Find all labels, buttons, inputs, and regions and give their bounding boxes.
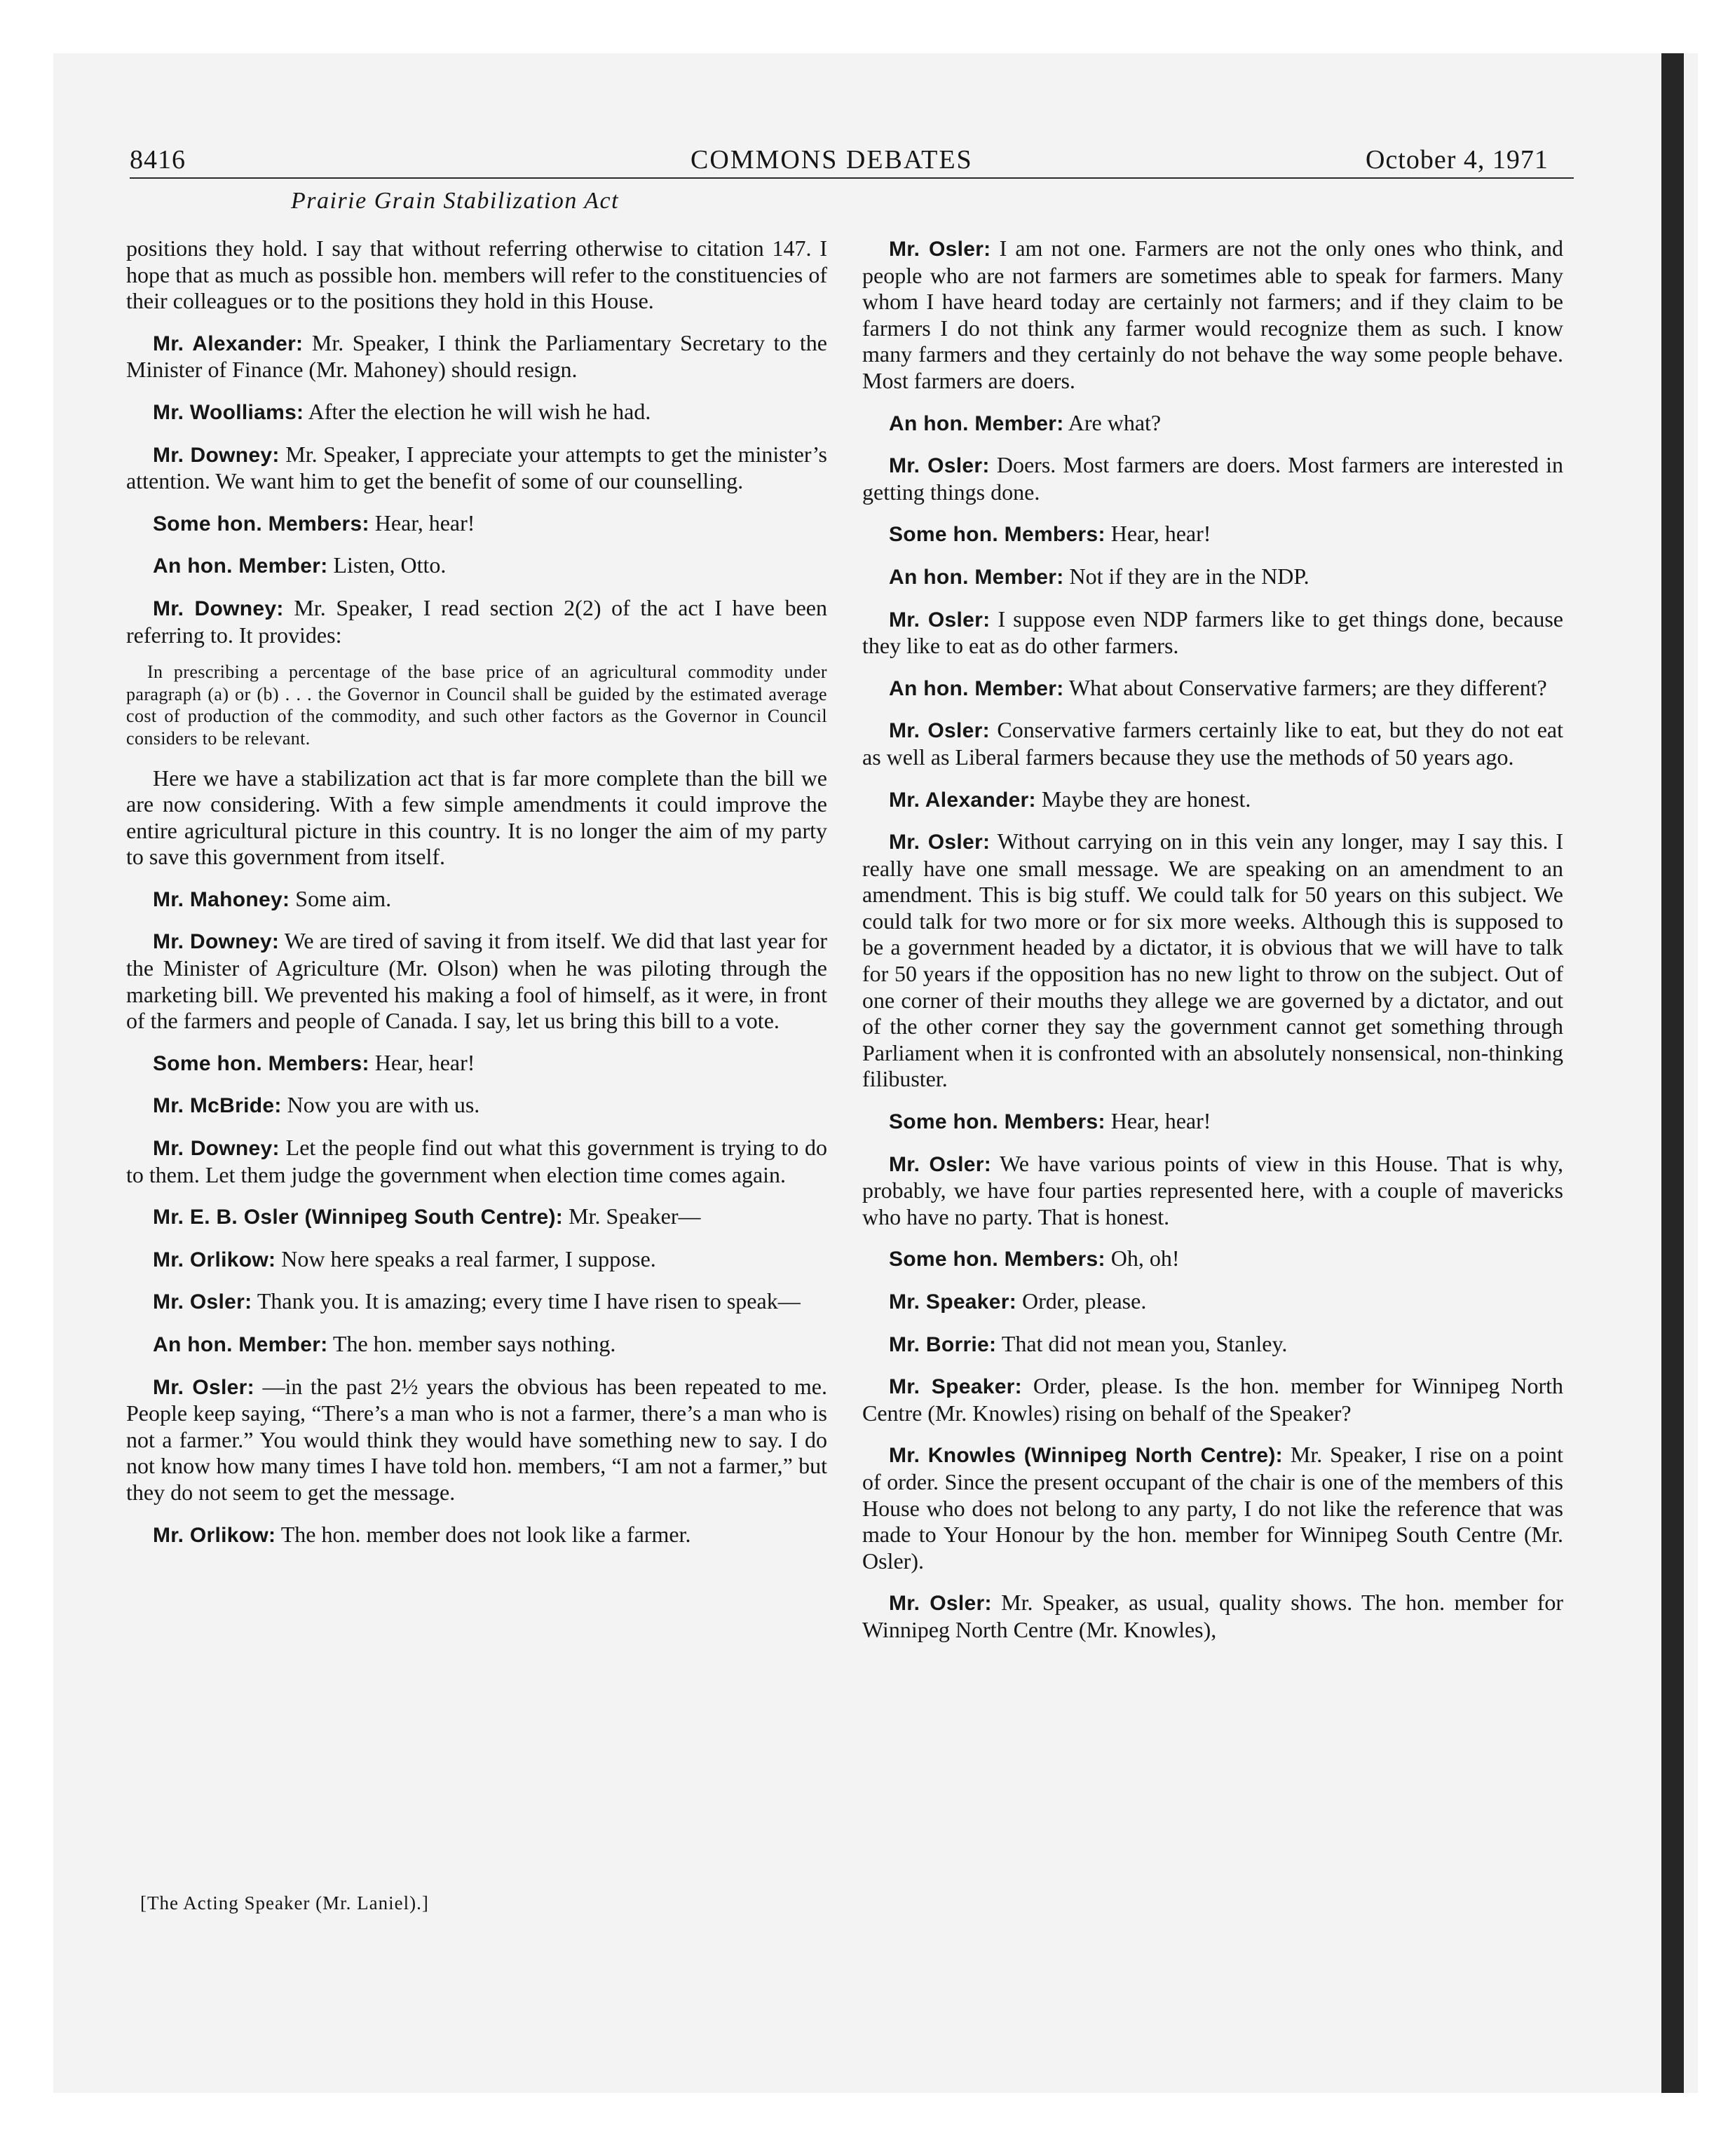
speech-paragraph	[862, 786, 1563, 814]
speaker-name: Mr. Speaker:	[889, 1290, 1017, 1314]
running-subtitle: Prairie Grain Stabilization Act	[291, 188, 620, 214]
speech-paragraph	[862, 452, 1563, 505]
speaker-name: An hon. Member:	[153, 554, 328, 578]
speaker-name: Mr. Borrie:	[889, 1332, 997, 1356]
speech-paragraph	[126, 595, 827, 648]
speech-paragraph	[862, 564, 1563, 591]
speech-paragraph	[126, 1522, 827, 1549]
speaker-name: Mr. Orlikow:	[153, 1248, 276, 1271]
speaker-name: Mr. Alexander:	[889, 788, 1036, 812]
speaker-name: Mr. Downey:	[153, 596, 284, 620]
speaker-name: Mr. Woolliams:	[153, 400, 304, 424]
speech-text: Mr. Speaker, I read section 2(2) of the act I have been referring to. It provides:	[126, 594, 828, 648]
speech-paragraph	[126, 330, 827, 383]
speaker-name: Mr. E. B. Osler (Winnipeg South Centre):	[153, 1206, 564, 1229]
speaker-name: Some hon. Members:	[889, 1248, 1105, 1271]
speaker-name: Mr. Orlikow:	[153, 1523, 276, 1547]
speech-text: Mr. Speaker, I appreciate your attempts to get the minister’s attention. We want him to get the benefit of some of our counselling.	[126, 441, 828, 494]
speech-paragraph	[862, 675, 1563, 702]
speech-paragraph	[126, 1050, 827, 1077]
speech-text: Without carrying on in this vein any longer, may I say this. I really have one small message. We are speaking on an amendment to an amendment. This is big stuff. We could talk for 50 years on this subject. We could talk for two more or for six more weeks. Although this is supposed to be a government headed by a dictator, it is obvious that we will have to talk for 50 years if the opposition has no new light to throw on the subject. Out of one corner of their mouths they allege we are governed by a dictator, and out of the other corner they say the government cannot get something through Parliament when it is confronted with an absolutely nonsensical, non-thinking filibuster.	[862, 828, 1564, 1092]
speaker-name: Mr. Osler:	[889, 454, 990, 478]
speech-text: Hear, hear!	[374, 510, 475, 535]
right-column	[862, 236, 1563, 1659]
speech-paragraph	[862, 828, 1563, 1093]
speaker-name: Mr. Osler:	[889, 831, 991, 854]
speaker-name: Mr. Osler:	[153, 1375, 254, 1399]
page-number: 8416	[130, 145, 186, 175]
speech-text: I suppose even NDP farmers like to get things done, because they like to eat as do other farmers.	[862, 606, 1564, 659]
speech-text: Listen, Otto.	[333, 552, 447, 578]
speaker-name: An hon. Member:	[889, 676, 1064, 700]
speech-text: Mr. Speaker, I think the Parliamentary Secretary to the Minister of Finance (Mr. Mahoney) should resign.	[126, 329, 827, 383]
speech-text: Maybe they are honest.	[1041, 786, 1251, 812]
speech-text: After the election he will wish he had.	[308, 398, 651, 424]
speech-paragraph	[862, 1442, 1563, 1574]
speech-text: We have various points of view in this House. That is why, probably, we have four parties represented here, with a couple of mavericks who have no party. That is honest.	[862, 1150, 1564, 1229]
speech-text: Here we have a stabilization act that is far more complete than the bill we are now considering. With a few simple amendments it could improve the entire agricultural picture in this country. It is no longer the aim of my party to save this government from itself.	[126, 765, 827, 870]
speech-paragraph	[126, 1331, 827, 1358]
block-quote	[126, 661, 827, 749]
speaker-name: Mr. Osler:	[889, 1152, 992, 1176]
speech-paragraph	[126, 510, 827, 538]
speaker-name: An hon. Member:	[889, 411, 1064, 435]
speech-text: The hon. member does not look like a farmer.	[280, 1521, 691, 1547]
speaker-name: Mr. Alexander:	[153, 332, 304, 355]
left-column	[126, 236, 827, 1564]
speaker-name: Mr. Osler:	[889, 719, 990, 743]
speech-paragraph	[126, 552, 827, 580]
speaker-name: Mr. Speaker:	[889, 1375, 1022, 1399]
footer-note: [The Acting Speaker (Mr. Laniel).]	[140, 1892, 429, 1913]
speech-text: Hear, hear!	[1110, 1108, 1211, 1134]
speech-text: —in the past 2½ years the obvious has been repeated to me. People keep saying, “There’s a man who is not a farmer, there’s a man who is not a farmer.” You would think they would have something new to say. I do not know how many times I have told hon. members, “I am not a farmer,” but they do not seem to get the message.	[126, 1373, 828, 1505]
speech-text: Mr. Speaker, I rise on a point of order. Since the present occupant of the chair is one of the members of this House who does not belong to any party, I do not like the reference that was made to Your Honour by the hon. member for Winnipeg South Centre (Mr. Osler).	[862, 1442, 1564, 1574]
speech-text: The hon. member says nothing.	[332, 1331, 616, 1356]
speech-paragraph	[862, 1331, 1563, 1358]
header-rule	[130, 177, 1574, 179]
speech-text: We are tired of saving it from itself. We did that last year for the Minister of Agriculture (Mr. Olson) when he was piloting through the marketing bill. We prevented his making a fool of himself, as it were, in front of the farmers and people of Canada. I say, let us bring this bill to a vote.	[126, 928, 828, 1034]
issue-date: October 4, 1971	[1366, 145, 1549, 175]
speaker-name: Mr. Mahoney:	[153, 887, 290, 911]
speech-text: Not if they are in the NDP.	[1069, 563, 1309, 589]
speaker-name: Some hon. Members:	[153, 512, 369, 535]
speaker-name: Some hon. Members:	[153, 1051, 369, 1075]
speech-paragraph	[862, 1246, 1563, 1273]
speech-text: Mr. Speaker—	[569, 1203, 701, 1229]
speech-paragraph	[862, 1288, 1563, 1316]
speech-paragraph	[126, 1246, 827, 1274]
speaker-name: Mr. Osler:	[153, 1290, 252, 1314]
speech-text: positions they hold. I say that without referring otherwise to citation 147. I hope that as much as possible hon. members will refer to the constituencies of their colleagues or to the positions they hold in this House.	[126, 236, 827, 314]
speaker-name: An hon. Member:	[889, 565, 1064, 589]
speech-text: Conservative farmers certainly like to eat, but they do not eat as well as Liberal farmers because they use the methods of 50 years ago.	[862, 717, 1564, 770]
speaker-name: An hon. Member:	[153, 1333, 328, 1356]
speaker-name: Mr. Knowles (Winnipeg North Centre):	[889, 1444, 1283, 1468]
speech-text: Hear, hear!	[1110, 521, 1211, 547]
paragraph	[126, 236, 827, 315]
speech-paragraph	[862, 1108, 1563, 1135]
speaker-name: Mr. Osler:	[889, 608, 991, 632]
speech-text: That did not mean you, Stanley.	[1001, 1330, 1288, 1356]
speech-text: Thank you. It is amazing; every time I have risen to speak—	[257, 1288, 801, 1314]
speech-text: Are what?	[1068, 409, 1162, 435]
speech-text: In prescribing a percentage of the base price of an agricultural commodity under paragraph (a) or (b) . . . the Governor in Council shall be guided by the estimated average cost of production of the commodity, and such other factors as the Governor in Council considers to be relevant.	[126, 662, 827, 749]
speech-paragraph	[862, 1373, 1563, 1426]
speech-paragraph	[126, 1203, 827, 1231]
speaker-name: Mr. Downey:	[153, 1137, 280, 1161]
speech-text: I am not one. Farmers are not the only ones who think, and people who are not farmers are sometimes able to speak for farmers. Many whom I have heard today are certainly not farmers; and if they claim to be farmers I do not think any farmer would recognize them as such. I know many farmers and they certainly do not behave the way some people behave. Most farmers are doers.	[862, 236, 1564, 393]
speech-paragraph	[126, 1374, 827, 1506]
speech-paragraph	[126, 442, 827, 495]
speech-text: Hear, hear!	[374, 1049, 475, 1075]
speech-text: Now here speaks a real farmer, I suppose.	[281, 1246, 656, 1271]
speech-text: Now you are with us.	[287, 1092, 480, 1118]
speaker-name: Some hon. Members:	[889, 523, 1105, 547]
speaker-name: Mr. Osler:	[889, 238, 991, 261]
speech-paragraph	[126, 886, 827, 913]
paragraph	[126, 765, 827, 871]
speech-text: Mr. Speaker, as usual, quality shows. The hon. member for Winnipeg North Centre (Mr. Knowles),	[862, 1590, 1564, 1642]
speech-text: Some aim.	[295, 885, 392, 911]
speech-paragraph	[126, 1288, 827, 1316]
speech-text: Order, please. Is the hon. member for Winnipeg North Centre (Mr. Knowles) rising on behalf of the Speaker?	[862, 1373, 1563, 1426]
speaker-name: Mr. Downey:	[153, 443, 280, 467]
speech-paragraph	[126, 928, 827, 1034]
speech-paragraph	[862, 1151, 1563, 1231]
speech-paragraph	[862, 606, 1563, 660]
speech-text: Doers. Most farmers are doers. Most farmers are interested in getting things done.	[862, 452, 1564, 505]
speech-paragraph	[862, 717, 1563, 770]
speech-text: Oh, oh!	[1110, 1246, 1180, 1271]
speech-paragraph	[126, 1135, 827, 1188]
publication-title: COMMONS DEBATES	[690, 145, 973, 175]
speech-text: Order, please.	[1022, 1288, 1147, 1314]
speaker-name: Mr. McBride:	[153, 1094, 282, 1118]
speaker-name: Mr. Downey:	[153, 930, 280, 954]
speech-text: What about Conservative farmers; are they different?	[1068, 674, 1547, 700]
speaker-name: Mr. Osler:	[889, 1592, 992, 1616]
speech-paragraph	[126, 1092, 827, 1119]
speech-paragraph	[862, 521, 1563, 548]
speech-paragraph	[126, 399, 827, 426]
speech-paragraph	[862, 410, 1563, 437]
speech-text: Let the people find out what this government is trying to do to them. Let them judge the government when election time comes again.	[126, 1135, 828, 1187]
speech-paragraph	[862, 1590, 1563, 1643]
speaker-name: Some hon. Members:	[889, 1110, 1105, 1134]
speech-paragraph	[862, 236, 1563, 395]
